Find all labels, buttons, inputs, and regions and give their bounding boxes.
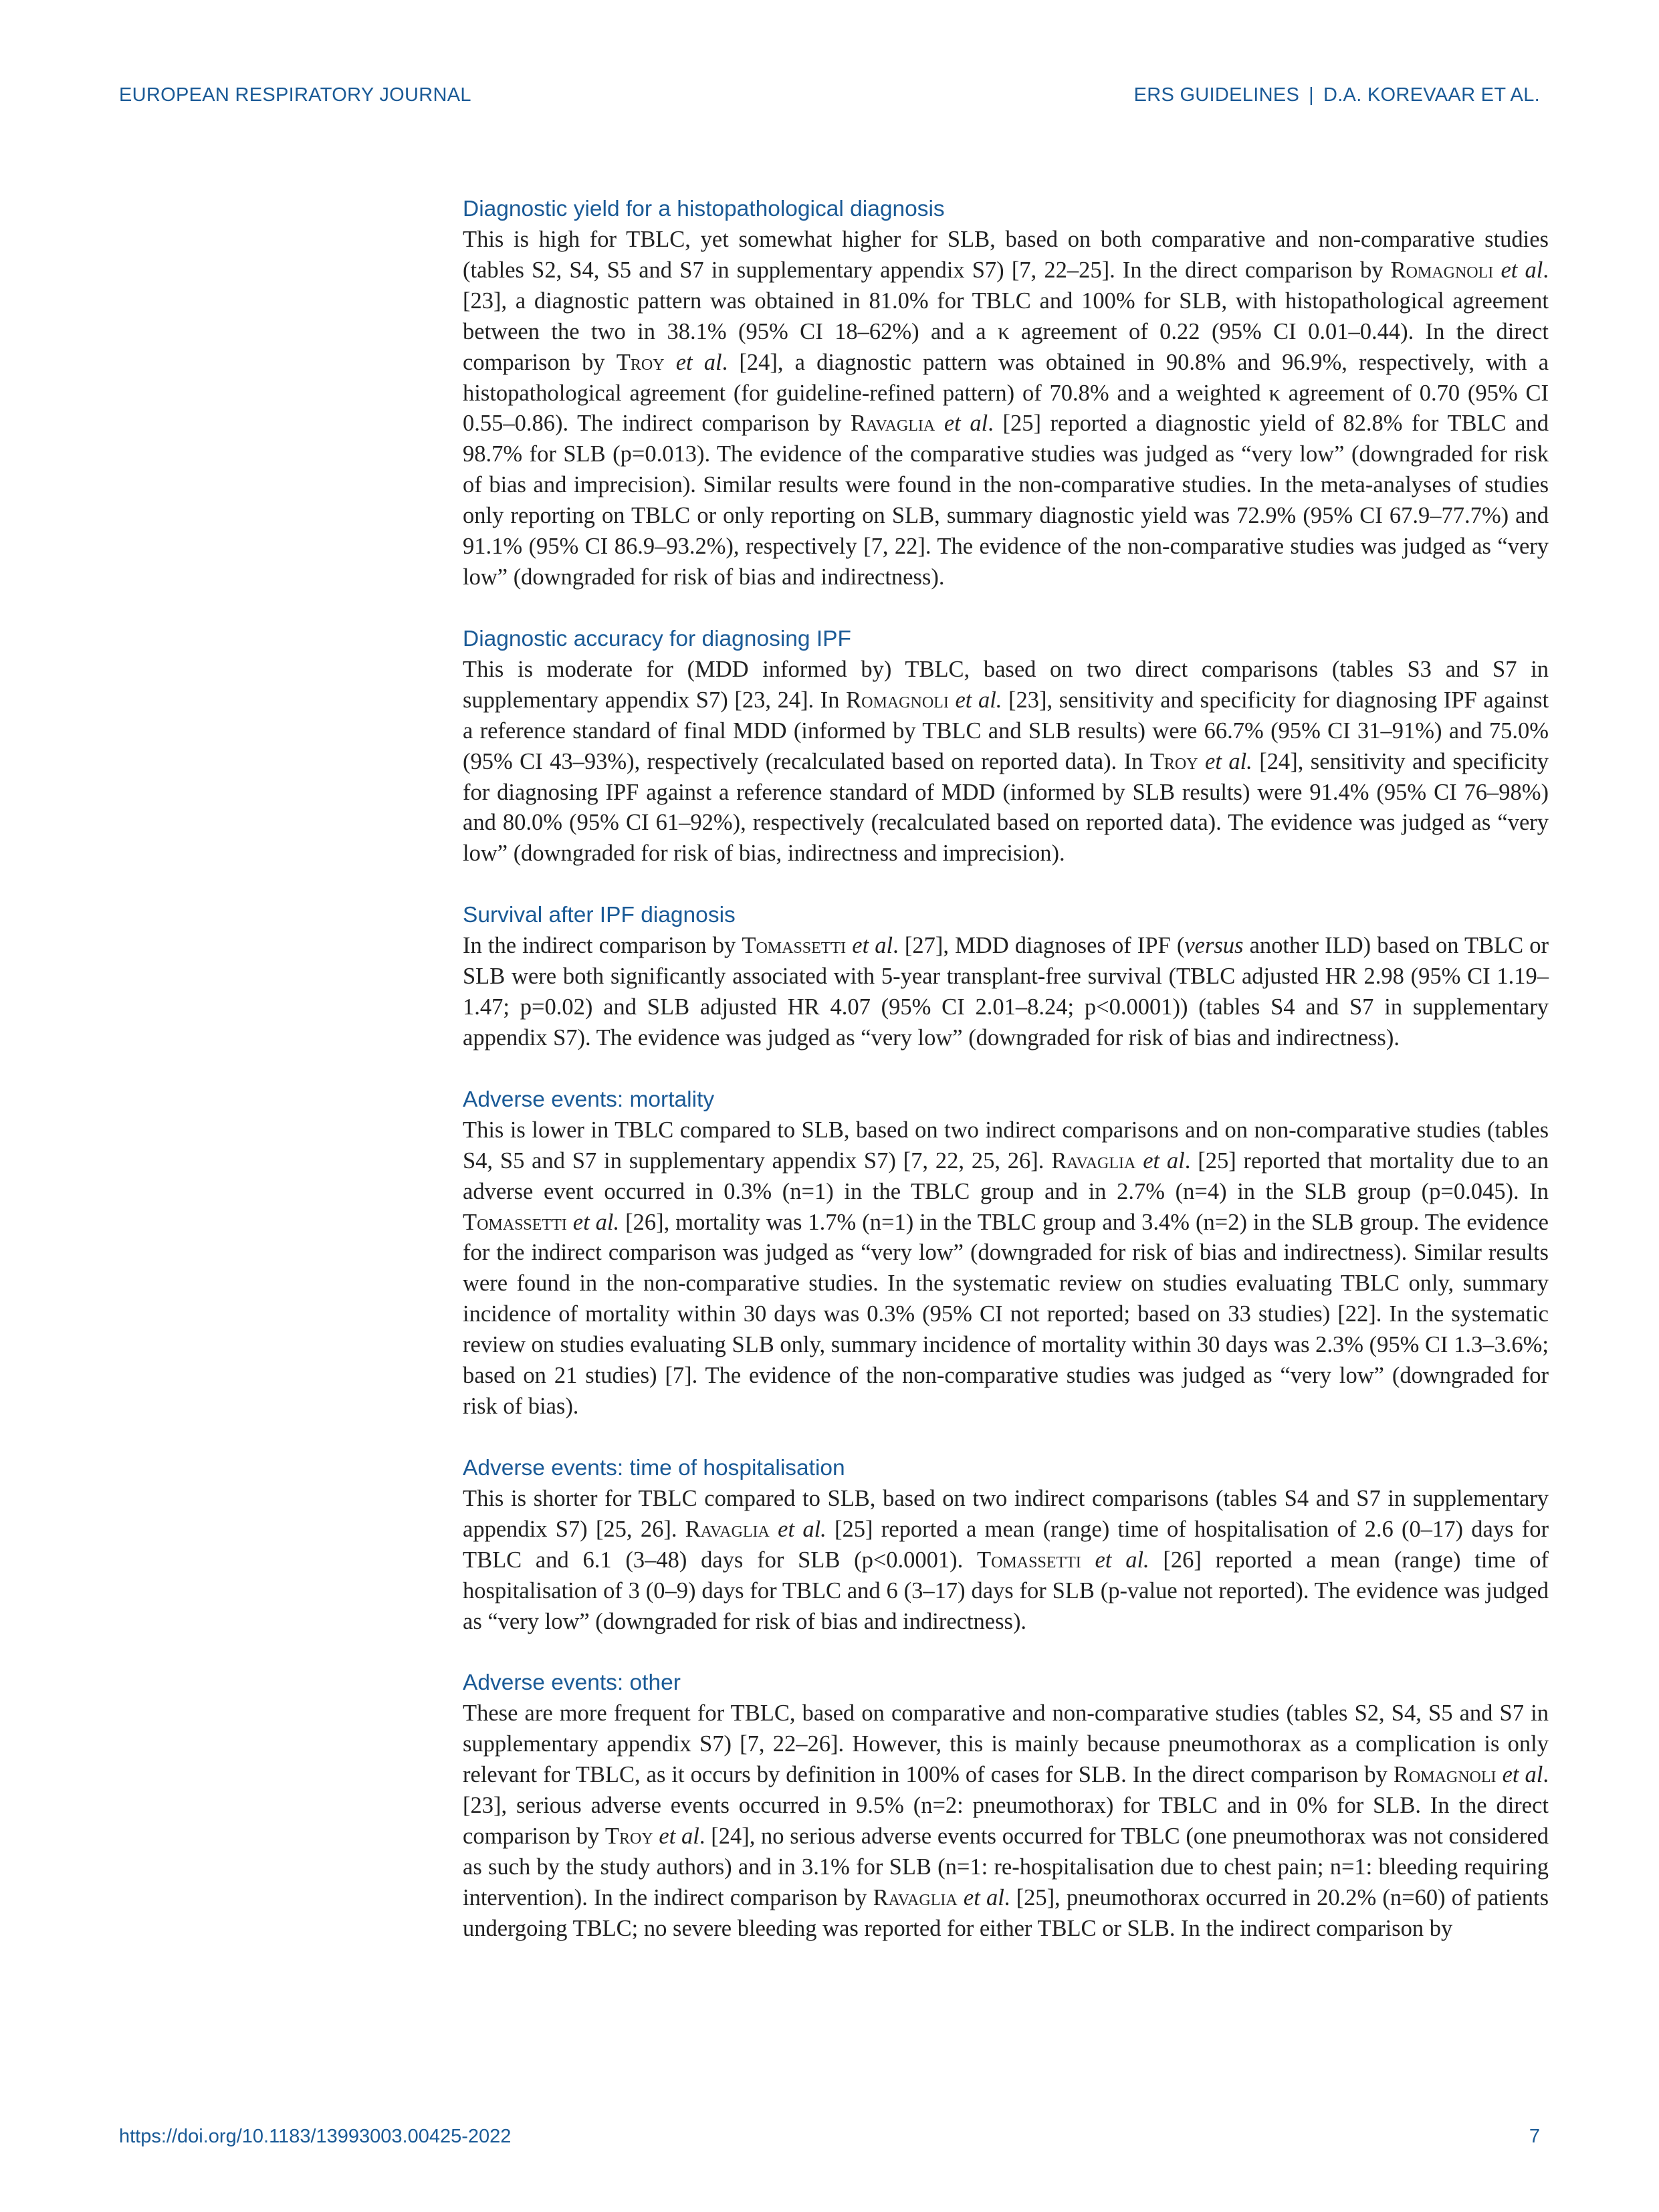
section-adverse-mortality	[463, 1085, 1549, 1422]
section-heading: Adverse events: time of hospitalisation	[463, 1455, 845, 1480]
section-heading: Diagnostic accuracy for diagnosing IPF	[463, 626, 851, 651]
text-run	[567, 1210, 573, 1235]
section-heading: Diagnostic yield for a histopathological diagnosis	[463, 197, 945, 221]
author-name: Troy	[616, 349, 665, 375]
text-run	[958, 1885, 964, 1910]
author-name: Tomassetti	[742, 933, 847, 959]
text-run: [26], mortality was 1.7% (n=1) in the TBLC group and 3.4% (n=2) in the SLB group. The evidence for the indirect comparison was judged as “very low” (downgraded for risk of bias and indirectness). Similar results were found in the non-comparative studies. In the systematic review on studies evaluating TBLC only, summary incidence of mortality within 30 days was 0.3% (95% CI not reported; based on 33 studies) [22]. In the systematic review on studies evaluating SLB only, summary incidence of mortality within 30 days was 2.3% (95% CI 1.3–3.6%; based on 21 studies) [7]. The evidence of the non-comparative studies was judged as “very low” (downgraded for risk of bias).	[463, 1209, 1549, 1419]
text-run: . [27], MDD diagnoses of IPF (	[893, 933, 1185, 959]
text-run	[770, 1517, 778, 1542]
text-run: [26] reported a mean (range) time of hospitalisation of 3 (0–9) days for TBLC and 6 (3–17) days for SLB (p-value not reported). The evidence was judged as “very low” (downgraded for risk of bias and indirectness).	[463, 1547, 1549, 1634]
text-run: This is high for TBLC, yet somewhat higher for SLB, based on both comparative and non-comparative studies (tables S2, S4, S5 and S7 in supplementary appendix S7) [7, 22–25]. In the direct comparison by	[463, 227, 1549, 283]
text-run: . [24], a diagnostic pattern was obtained in 90.8% and 96.9%, respectively, with a histopathological agreement (for guideline-refined pattern) of 70.8% and a weighted κ agreement of 0.70 (95% CI 0.55–0.86). The indirect comparison by	[463, 349, 1549, 437]
text-run: . [25] reported a diagnostic yield of 82.8% for TBLC and 98.7% for SLB (p=0.013). The evidence of the comparative studies was judged as “very low” (downgraded for risk of bias and imprecision). Similar results were found in the non-comparative studies. In the meta-analyses of studies only reporting on TBLC or only reporting on SLB, summary diagnostic yield was 72.9% (95% CI 67.9–77.7%) and 91.1% (95% CI 86.9–93.2%), respectively [7, 22]. The evidence of the non-comparative studies was judged as “very low” (downgraded for risk of bias and indirectness).	[463, 411, 1549, 590]
text-run	[1135, 1148, 1143, 1174]
text-run: . [23], a diagnostic pattern was obtained in 81.0% for TBLC and 100% for SLB, with histopathological agreement between the two in 38.1% (95% CI 18–62%) and a κ agreement of 0.22 (95% CI 0.01–0.44). In the direct comparison by	[463, 257, 1549, 375]
text-run: These are more frequent for TBLC, based on comparative and non-comparative studies (tables S2, S4, S5 and S7 in supplementary appendix S7) [7, 22–26]. However, this is mainly because pneumothorax as a complication is only relevant for TBLC, as it occurs by definition in 100% of cases for SLB. In the direct comparison by	[463, 1700, 1549, 1788]
header-separator: |	[1309, 84, 1314, 106]
header-right	[1134, 84, 1540, 106]
section-label: ERS GUIDELINES	[1133, 84, 1300, 106]
text-run	[846, 933, 852, 958]
section-paragraph	[463, 1484, 1549, 1638]
running-header	[119, 84, 1540, 114]
section-paragraph	[463, 655, 1549, 869]
text-run	[1198, 749, 1205, 774]
text-run	[665, 350, 676, 375]
italic-text: et al.	[1095, 1547, 1149, 1573]
author-name: Ravaglia	[873, 1884, 958, 1910]
italic-text: et al	[1143, 1147, 1185, 1174]
author-name: Romagnoli	[1390, 257, 1494, 283]
section-paragraph	[463, 931, 1549, 1054]
journal-name: EUROPEAN RESPIRATORY JOURNAL	[119, 84, 471, 106]
author-name: Romagnoli	[846, 687, 949, 713]
italic-text: et al	[852, 933, 893, 959]
article-body	[463, 194, 1549, 1975]
text-run	[1497, 1762, 1503, 1787]
text-run: [24], sensitivity and specificity for diagnosing IPF against a reference standard of MDD (informed by SLB results) were 91.4% (95% CI 76–98%) and 80.0% (95% CI 61–92%), respectively (recalculated based on reported data). The evidence was judged as “very low” (downgraded for risk of bias, indirectness and imprecision).	[463, 748, 1549, 867]
italic-text: et al	[963, 1884, 1004, 1910]
text-run: . [23], serious adverse events occurred in 9.5% (n=2: pneumothorax) for TBLC and in 0% for SLB. In the direct comparison by	[463, 1762, 1549, 1850]
section-survival	[463, 900, 1549, 1054]
text-run: [25] reported a mean (range) time of hospitalisation of 2.6 (0–17) days for TBLC and 6.1 (3–48) days for SLB (p<0.0001).	[463, 1516, 1549, 1573]
section-diagnostic-yield	[463, 194, 1549, 593]
text-run: This is moderate for (MDD informed by) TBLC, based on two direct comparisons (tables S3 and S7 in supplementary appendix S7) [23, 24]. In	[463, 656, 1549, 713]
author-name: Tomassetti	[463, 1209, 567, 1235]
text-run: This is lower in TBLC compared to SLB, based on two indirect comparisons and on non-comparative studies (tables S4, S5 and S7 in supplementary appendix S7) [7, 22, 25, 26].	[463, 1117, 1549, 1174]
author-name: Ravaglia	[685, 1516, 770, 1542]
section-paragraph	[463, 225, 1549, 593]
italic-text: et al	[1501, 257, 1543, 283]
page-number: 7	[1529, 2126, 1540, 2147]
doi-link[interactable]: https://doi.org/10.1183/13993003.00425-2022	[119, 2126, 512, 2147]
section-adverse-other	[463, 1668, 1549, 1944]
italic-text: et al.	[572, 1209, 620, 1235]
author-name: Troy	[604, 1823, 653, 1850]
author-name: Tomassetti	[977, 1547, 1081, 1573]
italic-text: et al	[659, 1823, 699, 1850]
section-paragraph	[463, 1115, 1549, 1422]
author-name: Romagnoli	[1393, 1762, 1497, 1788]
italic-text: et al	[1502, 1762, 1543, 1788]
italic-text: et al	[675, 349, 722, 375]
section-diagnostic-accuracy	[463, 624, 1549, 869]
author-name: Troy	[1149, 748, 1198, 774]
section-paragraph	[463, 1698, 1549, 1944]
italic-text: versus	[1184, 933, 1244, 959]
author-name: Ravaglia	[851, 411, 935, 437]
section-heading: Adverse events: mortality	[463, 1087, 715, 1112]
text-run	[935, 411, 944, 436]
text-run	[1081, 1547, 1095, 1573]
italic-text: et al	[944, 411, 988, 437]
section-heading: Adverse events: other	[463, 1670, 681, 1696]
section-adverse-hospitalisation	[463, 1453, 1549, 1638]
text-run	[1493, 257, 1501, 283]
text-run: [23], sensitivity and specificity for diagnosing IPF against a reference standard of final MDD (informed by TBLC and SLB results) were 66.7% (95% CI 31–91%) and 75.0% (95% CI 43–93%), respectively (recalculated based on reported data). In	[463, 687, 1549, 774]
italic-text: et al.	[778, 1516, 826, 1542]
text-run: In the indirect comparison by	[463, 933, 742, 959]
italic-text: et al.	[1205, 748, 1252, 774]
text-run	[949, 687, 956, 713]
italic-text: et al.	[955, 687, 1002, 713]
author-name: Ravaglia	[1051, 1147, 1136, 1174]
text-run: This is shorter for TBLC compared to SLB, based on two indirect comparisons (tables S4 and S7 in supplementary appendix S7) [25, 26].	[463, 1485, 1549, 1542]
section-heading: Survival after IPF diagnosis	[463, 903, 736, 928]
text-run: . [25], pneumothorax occurred in 20.2% (n=60) of patients undergoing TBLC; no severe bleeding was reported for either TBLC or SLB. In the indirect comparison by	[463, 1884, 1549, 1941]
author-label: D.A. KOREVAAR ET AL.	[1323, 84, 1540, 106]
text-run: another ILD) based on TBLC or SLB were both significantly associated with 5-year transplant-free survival (TBLC adjusted HR 2.98 (95% CI 1.19–1.47; p=0.02) and SLB adjusted HR 4.07 (95% CI 2.01–8.24; p<0.0001)) (tables S4 and S7 in supplementary appendix S7). The evidence was judged as “very low” (downgraded for risk of bias and indirectness).	[463, 933, 1549, 1050]
page-footer	[119, 2126, 1540, 2155]
text-run: . [24], no serious adverse events occurred for TBLC (one pneumothorax was not considered as such by the study authors) and in 3.1% for SLB (n=1: re-hospitalisation due to chest pain; n=1: bleeding requiring intervention). In the indirect comparison by	[463, 1823, 1549, 1910]
text-run: . [25] reported that mortality due to an adverse event occurred in 0.3% (n=1) in the TBLC group and in 2.7% (n=4) in the SLB group (p=0.045). In	[463, 1147, 1549, 1204]
